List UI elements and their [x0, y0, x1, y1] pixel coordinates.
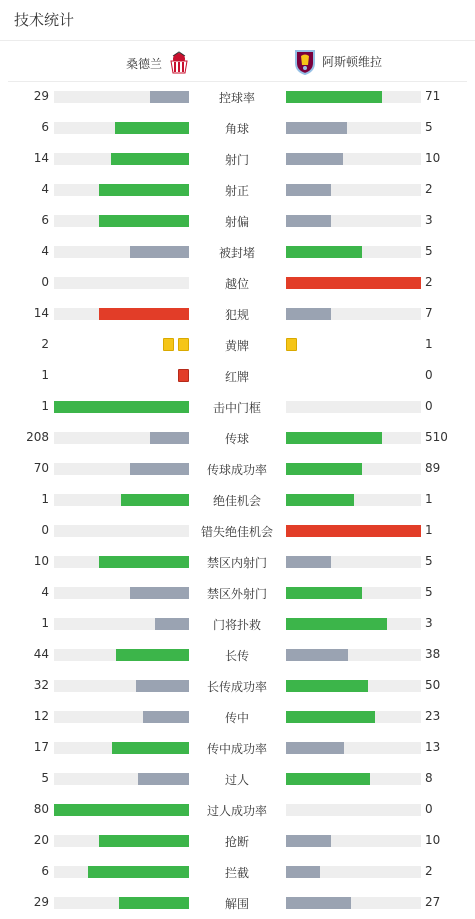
stat-label: 传球成功率 [206, 463, 267, 477]
home-value: 14 [33, 151, 49, 165]
away-value: 0 [425, 368, 433, 382]
home-cards [178, 369, 189, 382]
away-value: 10 [425, 151, 441, 165]
home-bar-track [54, 742, 189, 754]
away-bar-fill [286, 742, 344, 754]
away-bar-track [286, 587, 421, 599]
stat-row [0, 143, 475, 174]
away-value: 5 [425, 244, 433, 258]
home-value: 6 [41, 120, 49, 134]
stat-row [0, 701, 475, 732]
home-bar-fill [150, 432, 189, 444]
away-value: 5 [425, 554, 433, 568]
stat-row [0, 639, 475, 670]
away-bar-track [286, 308, 421, 320]
away-bar-track [286, 742, 421, 754]
away-bar-fill [286, 680, 368, 692]
home-team-name: 桑德兰 [126, 56, 163, 71]
home-bar-track [54, 866, 189, 878]
away-bar-fill [286, 184, 331, 196]
stat-label: 拦截 [224, 866, 249, 880]
home-value: 14 [33, 306, 49, 320]
away-bar-track [286, 277, 421, 289]
stat-row [0, 763, 475, 794]
home-bar-track [54, 587, 189, 599]
stat-row [0, 360, 475, 391]
away-bar-fill [286, 463, 362, 475]
away-value: 71 [425, 89, 441, 103]
home-bar-fill [54, 401, 189, 413]
away-bar-fill [286, 91, 382, 103]
away-bar-track [286, 91, 421, 103]
away-bar-fill [286, 153, 343, 165]
home-value: 70 [33, 461, 49, 475]
home-bar-track [54, 773, 189, 785]
away-value: 2 [425, 275, 433, 289]
stat-label: 传中 [224, 711, 249, 725]
home-bar-track [54, 711, 189, 723]
stat-label: 解围 [224, 897, 249, 911]
stat-label: 被封堵 [218, 246, 255, 260]
away-bar-fill [286, 246, 362, 258]
home-bar-fill [115, 122, 189, 134]
home-bar-track [54, 525, 189, 537]
home-bar-fill [155, 618, 189, 630]
away-bar-track [286, 525, 421, 537]
home-bar-track [54, 618, 189, 630]
stat-label: 控球率 [218, 91, 255, 105]
home-bar-fill [54, 804, 189, 816]
sunderland-crest-icon [168, 51, 190, 75]
stat-row [0, 267, 475, 298]
home-bar-track [54, 432, 189, 444]
home-bar-track [54, 556, 189, 568]
away-value: 1 [425, 492, 433, 506]
stat-row [0, 391, 475, 422]
away-bar-track [286, 680, 421, 692]
home-value: 6 [41, 864, 49, 878]
away-value: 13 [425, 740, 441, 754]
home-value: 44 [33, 647, 49, 661]
away-value: 1 [425, 337, 433, 351]
home-bar-track [54, 246, 189, 258]
home-value: 29 [33, 89, 49, 103]
stat-label: 射偏 [224, 215, 249, 229]
home-bar-fill [111, 153, 189, 165]
home-bar-fill [121, 494, 189, 506]
stat-label: 错失绝佳机会 [200, 525, 273, 539]
home-value: 4 [41, 585, 49, 599]
away-value: 2 [425, 182, 433, 196]
aston-villa-crest-icon [294, 49, 316, 73]
stat-row [0, 174, 475, 205]
away-bar-track [286, 711, 421, 723]
stat-label: 禁区外射门 [206, 587, 267, 601]
away-bar-track [286, 804, 421, 816]
home-value: 208 [26, 430, 49, 444]
home-value: 1 [41, 616, 49, 630]
home-value: 2 [41, 337, 49, 351]
red-card-icon [178, 369, 189, 382]
away-bar-fill [286, 649, 348, 661]
stat-row [0, 236, 475, 267]
stat-label: 传中成功率 [206, 742, 267, 756]
home-value: 20 [33, 833, 49, 847]
away-bar-track [286, 215, 421, 227]
home-bar-track [54, 184, 189, 196]
away-value: 38 [425, 647, 441, 661]
stat-label: 红牌 [224, 370, 249, 384]
away-bar-track [286, 835, 421, 847]
away-bar-fill [286, 618, 387, 630]
away-bar-track [286, 897, 421, 909]
away-bar-track [286, 866, 421, 878]
home-bar-fill [130, 463, 189, 475]
away-bar-fill [286, 556, 331, 568]
away-bar-track [286, 773, 421, 785]
home-bar-fill [119, 897, 189, 909]
home-bar-fill [99, 215, 189, 227]
home-value: 10 [33, 554, 49, 568]
home-bar-track [54, 308, 189, 320]
stat-label: 犯规 [224, 308, 249, 322]
away-bar-track [286, 122, 421, 134]
home-bar-fill [138, 773, 189, 785]
home-value: 12 [33, 709, 49, 723]
away-bar-fill [286, 587, 362, 599]
home-bar-track [54, 215, 189, 227]
away-value: 7 [425, 306, 433, 320]
home-value: 17 [33, 740, 49, 754]
away-value: 10 [425, 833, 441, 847]
away-bar-fill [286, 494, 354, 506]
stat-label: 禁区内射门 [206, 556, 267, 570]
home-bar-fill [88, 866, 189, 878]
home-bar-fill [99, 835, 189, 847]
away-bar-fill [286, 277, 421, 289]
away-bar-fill [286, 215, 331, 227]
home-bar-track [54, 835, 189, 847]
away-bar-fill [286, 835, 331, 847]
away-bar-track [286, 153, 421, 165]
away-value: 3 [425, 213, 433, 227]
stat-label: 过人 [224, 773, 249, 787]
home-bar-fill [136, 680, 189, 692]
stats-list [0, 81, 475, 918]
away-cards [286, 338, 297, 351]
teams-bar [8, 41, 467, 82]
stat-row [0, 81, 475, 112]
home-value: 0 [41, 275, 49, 289]
home-value: 6 [41, 213, 49, 227]
stat-label: 过人成功率 [206, 804, 267, 818]
stat-label: 射门 [224, 153, 249, 167]
away-bar-track [286, 618, 421, 630]
away-bar-fill [286, 525, 421, 537]
away-value: 2 [425, 864, 433, 878]
away-bar-track [286, 556, 421, 568]
home-team[interactable] [126, 51, 190, 75]
stat-row [0, 515, 475, 546]
home-bar-fill [150, 91, 189, 103]
away-value: 27 [425, 895, 441, 909]
home-bar-track [54, 277, 189, 289]
home-bar-track [54, 401, 189, 413]
away-team[interactable] [294, 49, 382, 73]
away-value: 8 [425, 771, 433, 785]
home-bar-fill [143, 711, 189, 723]
away-bar-track [286, 649, 421, 661]
page-header [0, 0, 475, 41]
home-bar-fill [112, 742, 189, 754]
away-bar-track [286, 463, 421, 475]
away-value: 0 [425, 802, 433, 816]
stat-row [0, 546, 475, 577]
stat-label: 角球 [224, 122, 249, 136]
stat-row [0, 484, 475, 515]
stat-label: 传球 [224, 432, 249, 446]
away-bar-track [286, 184, 421, 196]
home-bar-fill [130, 587, 189, 599]
home-bar-track [54, 649, 189, 661]
home-value: 4 [41, 182, 49, 196]
yellow-card-icon [286, 338, 297, 351]
home-bar-fill [130, 246, 189, 258]
page-title: 技术统计 [14, 11, 75, 29]
home-value: 1 [41, 368, 49, 382]
home-bar-track [54, 804, 189, 816]
away-value: 3 [425, 616, 433, 630]
home-bar-track [54, 494, 189, 506]
stat-label: 门将扑救 [212, 618, 261, 632]
away-bar-fill [286, 122, 347, 134]
stat-row [0, 205, 475, 236]
away-bar-track [286, 246, 421, 258]
home-bar-track [54, 897, 189, 909]
away-value: 1 [425, 523, 433, 537]
stat-row [0, 577, 475, 608]
home-value: 5 [41, 771, 49, 785]
home-value: 1 [41, 399, 49, 413]
away-team-name: 阿斯顿维拉 [322, 54, 383, 69]
home-value: 29 [33, 895, 49, 909]
stat-label: 击中门框 [212, 401, 261, 415]
away-bar-fill [286, 711, 375, 723]
home-bar-track [54, 463, 189, 475]
stat-row [0, 887, 475, 918]
away-value: 0 [425, 399, 433, 413]
away-value: 5 [425, 120, 433, 134]
away-bar-fill [286, 308, 331, 320]
home-bar-fill [99, 184, 189, 196]
stat-row [0, 732, 475, 763]
away-bar-fill [286, 432, 382, 444]
stat-row [0, 794, 475, 825]
away-value: 89 [425, 461, 441, 475]
away-value: 510 [425, 430, 448, 444]
home-value: 80 [33, 802, 49, 816]
stat-row [0, 825, 475, 856]
away-bar-track [286, 494, 421, 506]
stat-label: 射正 [224, 184, 249, 198]
stat-row [0, 422, 475, 453]
stat-label: 长传 [224, 649, 249, 663]
away-value: 5 [425, 585, 433, 599]
home-cards [163, 338, 189, 351]
stat-row [0, 670, 475, 701]
home-bar-track [54, 153, 189, 165]
away-bar-track [286, 401, 421, 413]
stat-row [0, 298, 475, 329]
yellow-card-icon [163, 338, 174, 351]
home-value: 4 [41, 244, 49, 258]
home-bar-track [54, 680, 189, 692]
away-value: 50 [425, 678, 441, 692]
home-bar-track [54, 91, 189, 103]
yellow-card-icon [178, 338, 189, 351]
stat-row [0, 112, 475, 143]
away-bar-fill [286, 773, 370, 785]
away-bar-fill [286, 897, 351, 909]
stat-row [0, 608, 475, 639]
stat-row [0, 329, 475, 360]
stat-label: 长传成功率 [206, 680, 267, 694]
home-bar-track [54, 122, 189, 134]
home-bar-fill [99, 556, 189, 568]
stat-row [0, 856, 475, 887]
home-bar-fill [99, 308, 189, 320]
away-value: 23 [425, 709, 441, 723]
home-bar-fill [116, 649, 189, 661]
stat-label: 越位 [224, 277, 249, 291]
home-value: 1 [41, 492, 49, 506]
away-bar-track [286, 432, 421, 444]
home-value: 32 [33, 678, 49, 692]
stat-label: 黄牌 [224, 339, 249, 353]
stat-label: 绝佳机会 [212, 494, 261, 508]
away-bar-fill [286, 866, 320, 878]
home-value: 0 [41, 523, 49, 537]
stat-label: 抢断 [224, 835, 249, 849]
stat-row [0, 453, 475, 484]
